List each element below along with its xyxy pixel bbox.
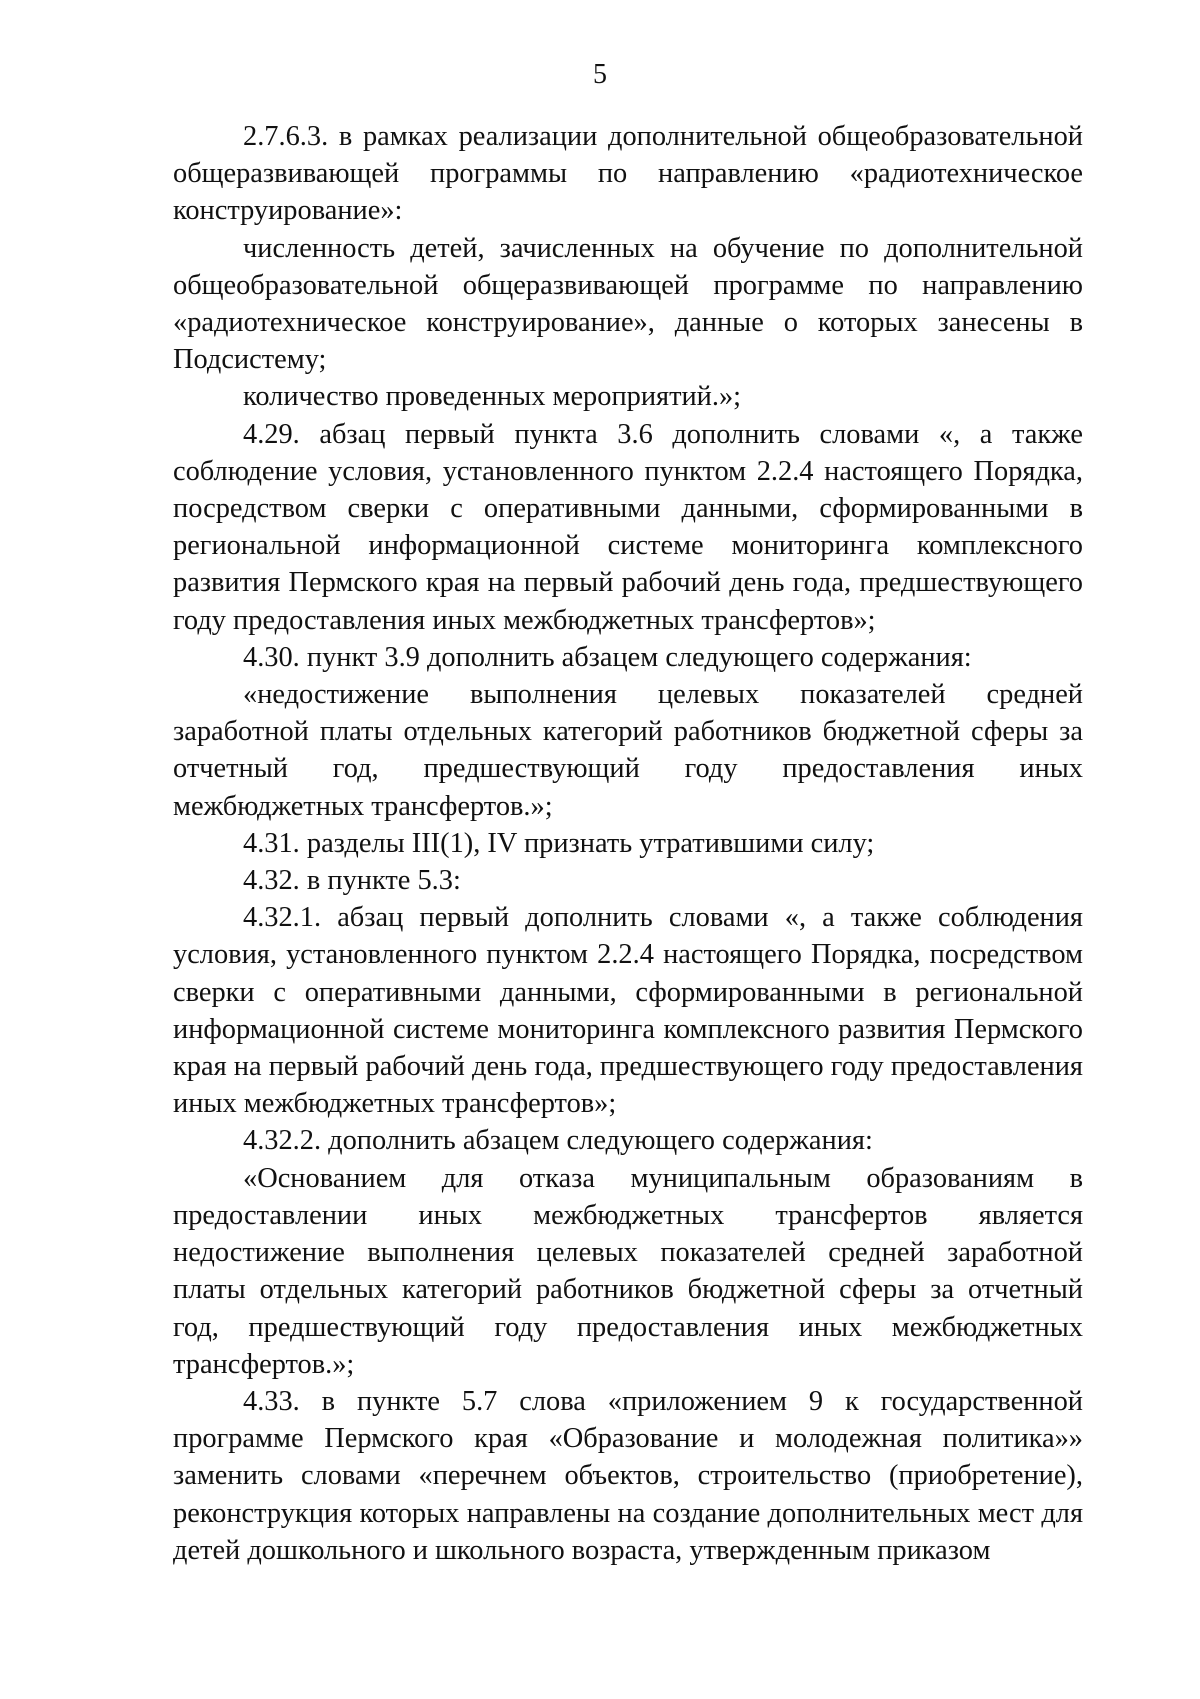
paragraph-4-32-1: 4.32.1. абзац первый дополнить словами «, а также соблюдения условия, установленного пунктом 2.2.4 настоящего Порядка, посредством сверки с оперативными данными, сформированными в региональной информационной системе мониторинга комплексного развития Пермского края на первый рабочий день года, предшествующего году предоставления иных межбюджетных трансфертов»; [173,902,1083,1120]
paragraph-4-29: 4.29. абзац первый пункта 3.6 дополнить словами «, а также соблюдение условия, установленного пунктом 2.2.4 настоящего Порядка, посредством сверки с оперативными данными, сформированными в региональной информационной системе мониторинга комплексного развития Пермского края на первый рабочий день года, предшествующего году предоставления иных межбюджетных трансфертов»; [173,418,1083,636]
document-body [173,118,1083,1569]
paragraph-4-33: 4.33. в пункте 5.7 слова «приложением 9 к государственной программе Пермского края «Образование и молодежная политика»» заменить словами «перечнем объектов, строительство (приобретение), реконструкция которых направлены на создание дополнительных мест для детей дошкольного и школьного возраста, утвержденным приказом [173,1385,1083,1566]
paragraph-4-32: 4.32. в пункте 5.3: [243,865,461,897]
paragraph-4-32-2-quote: «Основанием для отказа муниципальным образованиям в предоставлении иных межбюджетных трансфертов является недостижение выполнения целевых показателей средней заработной платы отдельных категорий работников бюджетной сферы за отчетный год, предшествующий году предоставления иных межбюджетных трансфертов.»; [173,1162,1083,1380]
paragraph-4-30: 4.30. пункт 3.9 дополнить абзацем следующего содержания: [243,641,972,673]
paragraph-2-7-6-3: 2.7.6.3. в рамках реализации дополнительной общеобразовательной общеразвивающей программы по направлению «радиотехническое конструирование»: [173,121,1083,227]
paragraph-4-31: 4.31. разделы III(1), IV признать утратившими силу; [243,827,875,859]
paragraph-children-count: численность детей, зачисленных на обучение по дополнительной общеобразовательной общеразвивающей программе по направлению «радиотехническое конструирование», данные о которых занесены в Подсистему; [173,232,1083,376]
paragraph-4-30-quote: «недостижение выполнения целевых показателей средней заработной платы отдельных категорий работников бюджетной сферы за отчетный год, предшествующий году предоставления иных межбюджетных трансфертов.»; [173,679,1083,822]
paragraph-events-count: количество проведенных мероприятий.»; [243,381,742,413]
paragraph-4-32-2: 4.32.2. дополнить абзацем следующего содержания: [243,1125,873,1157]
page-number: 5 [593,59,607,90]
